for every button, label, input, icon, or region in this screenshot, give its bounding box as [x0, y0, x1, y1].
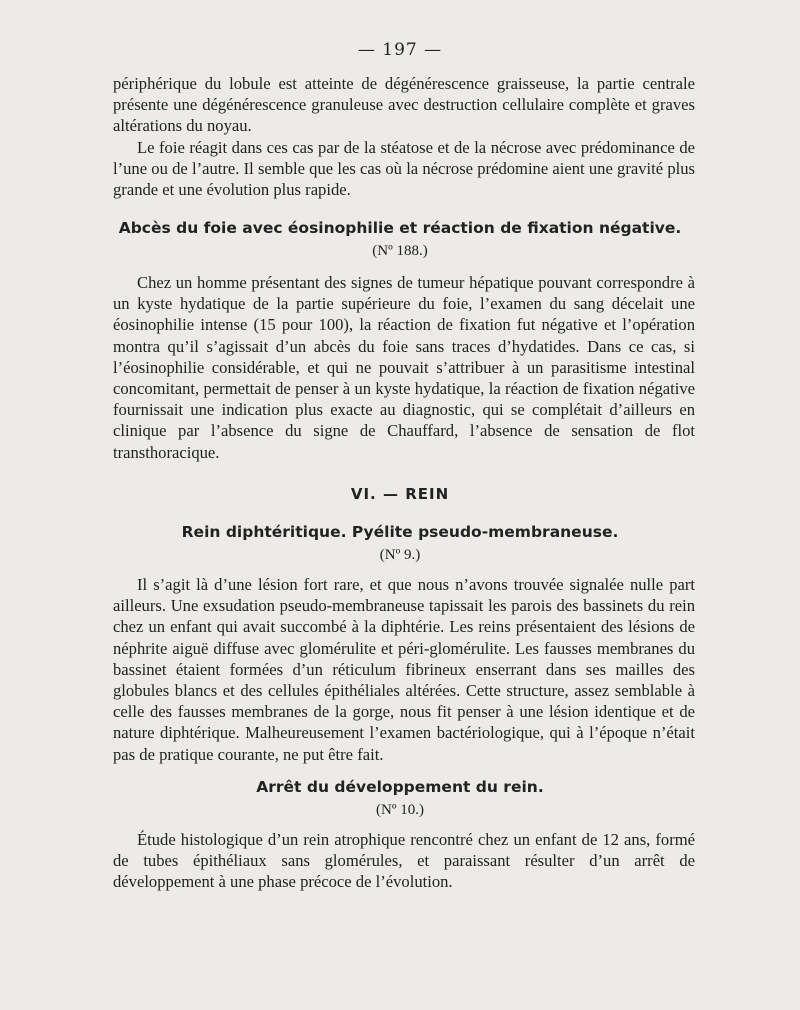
- paragraph: Chez un homme présentant des signes de tumeur hépatique pouvant correspondre à un kyste hydatique de la partie supérieure du foie, l’examen du sang décelait une éosinophilie intense (15 pour 100), la réaction de fixation fut négative et l’opération montra qu’il s’agissait d’un abcès du foie sans traces d’hydatides. Dans ce cas, si l’éosinophilie considérable, et qui ne pouvait s’attribuer à un parasitisme intestinal concomitant, permettait de penser à un kyste hydatique, la réaction de fixation négative fournissait une indication plus exacte au diagnostic, qui se complétait d’ailleurs en clinique par l’absence du signe de Chauffard, l’absence de sensation de flot transthoracique.: [113, 273, 695, 462]
- heading-arret-developpement: Arrêt du développement du rein.: [256, 778, 544, 796]
- reference-number: (Nº 10.): [376, 802, 424, 818]
- heading-abces-du-foie: Abcès du foie avec éosinophilie et réaction de fixation négative.: [118, 219, 682, 237]
- paragraph: Étude histologique d’un rein atrophique rencontré chez un enfant de 12 ans, formé de tubes épithéliaux sans glomérules, et paraissant résulter d’un arrêt de développement à une phase précoce de l’évolution.: [113, 830, 695, 892]
- section-title: VI. — REIN: [350, 485, 450, 503]
- text-block-liver-lesions: [113, 73, 695, 200]
- reference-number: (Nº 188.): [372, 243, 428, 259]
- text-block-rein-diphteritique: [113, 574, 695, 765]
- paragraph: Le foie réagit dans ces cas par de la stéatose et de la nécrose avec prédominance de l’une ou de l’autre. Il semble que les cas où la nécrose prédomine aient une gravité plus grande et une évolution plus rapide.: [113, 137, 695, 200]
- heading-rein-diphteritique: Rein diphtéritique. Pyélite pseudo-membraneuse.: [181, 523, 619, 541]
- paragraph: Il s’agit là d’une lésion fort rare, et que nous n’avons trouvée signalée nulle part ailleurs. Une exsudation pseudo-membraneuse tapissait les parois des bassinets du rein chez un enfant qui avait succombé à la diphtérie. Les reins présentaient des lésions de néphrite aiguë diffuse avec glomérulite et péri-glomérulite. Les fausses membranes du bassinet étaient formées d’un réticulum fibrineux enserrant dans ses mailles des globules blancs et des cellules épithéliales altérées. Cette structure, assez semblable à celle des fausses membranes de la gorge, nous fit penser à une lésion identique et de nature diphtérique. Malheureusement l’examen bactériologique, qui à l’époque n’était pas de pratique courante, ne put être fait.: [113, 575, 695, 764]
- page-number: — 197 —: [357, 40, 443, 60]
- text-block-abces: [113, 272, 695, 463]
- text-block-arret-developpement: [113, 829, 695, 893]
- paragraph: périphérique du lobule est atteinte de dégénérescence graisseuse, la partie centrale présente une dégénérescence granuleuse avec destruction cellulaire complète et graves altérations du noyau.: [113, 74, 695, 136]
- reference-number: (Nº 9.): [379, 547, 421, 563]
